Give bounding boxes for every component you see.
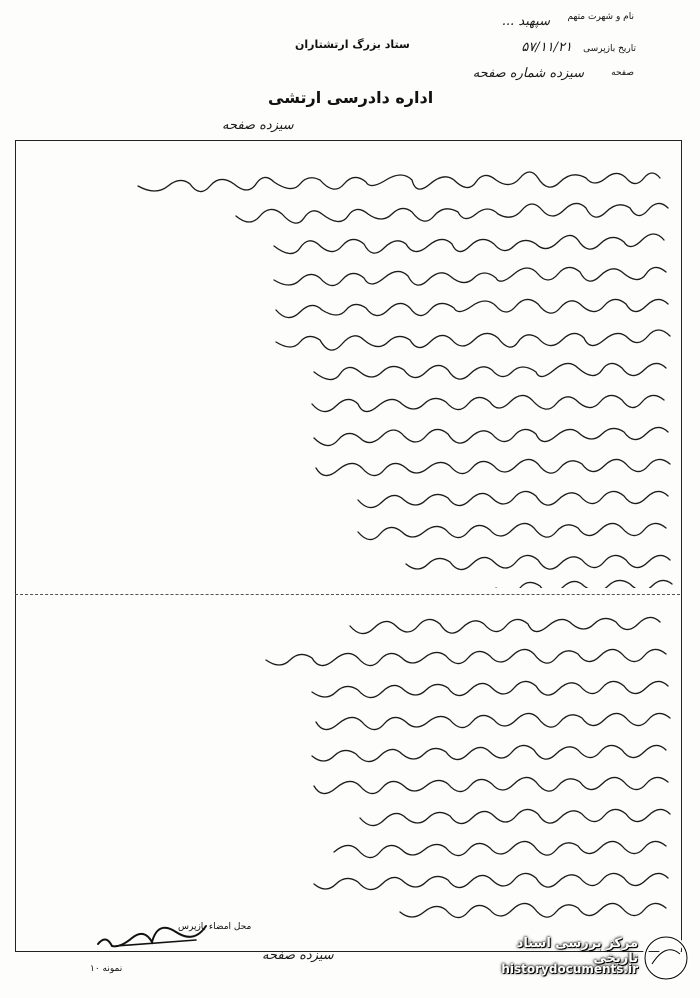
field-name-label: نام و شهرت متهم bbox=[567, 12, 634, 22]
field-page-value: سیزده شماره صفحه bbox=[472, 66, 584, 81]
handwritten-text-lower bbox=[20, 604, 676, 924]
field-page-label: صفحه bbox=[611, 68, 634, 78]
bottom-note: سیزده صفحه bbox=[262, 948, 334, 963]
watermark-logo-icon bbox=[642, 934, 690, 982]
field-date-label: تاریخ بازپرسی bbox=[583, 44, 636, 54]
watermark-url: historydocuments.ir bbox=[501, 962, 638, 976]
signature-label: محل امضاء بازپرس bbox=[178, 922, 252, 932]
watermark bbox=[500, 928, 692, 992]
page-heading: سیزده صفحه bbox=[222, 118, 294, 133]
field-date-value: ۵۷/۱۱/۲۱ bbox=[521, 40, 572, 55]
org-name: ستاد بزرگ ارتشتاران bbox=[295, 38, 410, 51]
dept-title: اداره دادرسی ارتشی bbox=[268, 88, 434, 107]
signature bbox=[96, 916, 216, 956]
watermark-name: مرکز بررسی اسناد تاریخی bbox=[516, 936, 638, 966]
field-name-value: سپهبد ... bbox=[501, 14, 550, 29]
form-number: نمونه ۱۰ bbox=[90, 964, 123, 974]
handwritten-text-upper bbox=[20, 148, 676, 588]
section-divider bbox=[15, 594, 680, 595]
